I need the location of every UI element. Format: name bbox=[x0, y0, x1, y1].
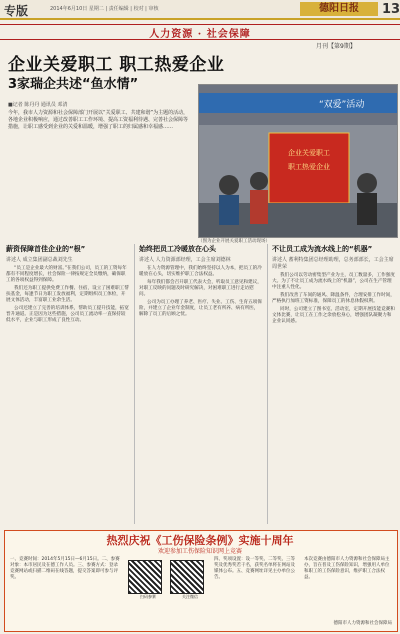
column-title: 始终把员工冷暖放在心头 bbox=[139, 245, 216, 253]
byline: ■记者 陈丹丹 通讯员 邓清 bbox=[8, 102, 68, 108]
section-title: 人力资源 · 社会保障 bbox=[149, 29, 251, 40]
column-3 bbox=[272, 244, 396, 327]
paragraph: 公司还建立了完善的培训体系，帮助员工提升技能，拓宽晋升通道。正是因为这些措施，公司员工流动率一直保持较低水平，企业与职工形成了良性互动。 bbox=[6, 306, 129, 323]
qr-code-icon[interactable] bbox=[128, 560, 162, 594]
feature-photo bbox=[198, 84, 398, 238]
column-title: 薪资保障首佳企业的“根” bbox=[6, 245, 86, 253]
column-speaker: 讲述人 成立集团副总裁刘先生 bbox=[6, 257, 73, 263]
qr-caption: 扫码参赛 bbox=[140, 594, 156, 599]
column-body bbox=[272, 273, 396, 325]
sub-headline: 3家瑞企共述“鱼水情” bbox=[8, 77, 139, 92]
photo-slogan-line1: 企业关爱职工 bbox=[288, 149, 330, 157]
photo-illustration bbox=[199, 85, 397, 237]
lead-paragraph: 今年，我市人力资源和社会保障部门开展以“关爱职工、共建和谐”为主题的活动，各地企业积极响应，通过改善职工工作环境、提高工资福利待遇、完善社会保障等措施，让职工感受到企业的关爱和温暖，增强了职工的归属感和幸福感…… bbox=[8, 110, 189, 130]
paragraph: 我们公司以劳动密集型产业为主，员工数量多，工作强度大。为了不让员工成为流水线上的“机器”，公司在生产管理中注重人性化。 bbox=[272, 273, 395, 290]
column-2 bbox=[139, 244, 263, 320]
paragraph: 我们改善了车间的通风、降温条件，合理安排工作时间，严格执行加班工资标准，保障员工的休息休假权利。 bbox=[272, 293, 395, 304]
column-body bbox=[139, 266, 263, 318]
column-body bbox=[6, 266, 130, 324]
qr-block-1[interactable] bbox=[128, 560, 168, 600]
photo-caption: （图为企业开展关爱职工活动现场） bbox=[198, 239, 270, 244]
issue-date: 2014年6月10日 星期二 | 责任编辑 | 校对 | 审核 bbox=[50, 6, 159, 12]
column-divider bbox=[267, 244, 268, 524]
paragraph: “员工是企业最大的财富。”在我们公司，员工的工资每年都有不同程度增长，社会保险一律按规定全员缴纳，确保职工的各项权益得到保障。 bbox=[6, 266, 127, 283]
paragraph: 在人力资源管理中，我们始终坚持以人为本，把员工的冷暖放在心头，切实维护职工合法权益。 bbox=[139, 266, 262, 277]
ad-text-mid: 四、奖项设置：设一等奖、二等奖、三等奖及优秀奖若干名，获奖名单将在网站及媒体公布。五、竞赛网址详见主办单位公告。 bbox=[214, 557, 295, 580]
photo-banner-text: “双爱”活动 bbox=[319, 100, 365, 110]
column-divider bbox=[134, 244, 135, 524]
photo-slogan-line2: 职工热爱企业 bbox=[288, 163, 330, 171]
section-tag: 专版 bbox=[4, 4, 29, 18]
ad-title: 热烈庆祝《工伤保险条例》实施十周年 bbox=[106, 534, 294, 547]
ad-organizer: 德阳市人力资源和社会保障局 bbox=[333, 621, 392, 626]
column-speaker: 讲述人 人力资源部经理，工会主席刘德林 bbox=[139, 257, 231, 263]
main-headline: 企业关爱职工 职工热爱企业 bbox=[8, 55, 225, 75]
paragraph: 我们还为职工提供免费工作餐、住宿，设立了困难职工帮扶基金，每逢节日为职工发放福利，定期组织员工体检，开展文体活动，丰富职工业余生活。 bbox=[6, 286, 129, 303]
column-1 bbox=[6, 244, 130, 326]
ad-text-right: 本次竞赛由德阳市人力资源和社会保障局主办，旨在普及工伤保险知识，增强用人单位和职工的工伤保险意识，维护职工合法权益。 bbox=[304, 557, 390, 580]
qr-caption: 关注微信 bbox=[182, 594, 198, 599]
issue-number: 月刊【第9期】 bbox=[316, 43, 356, 50]
column-speaker: 讲述人 蓄利特集团总经理助理，总务部部长，工会主席周世荣 bbox=[272, 257, 394, 270]
paragraph: 同时，公司建立了图书室、活动室，定期开展技能竞赛和文体比赛，让员工在工作之余放松身心，增强团队凝聚力和企业认同感。 bbox=[272, 307, 395, 324]
page-number: 13 bbox=[382, 2, 400, 17]
ad-text-left: 一、竞赛时间：2014年5月15日—6月15日。二、参赛对象：本市居民及在德工作人员。三、参赛方式：登录竞赛网站或扫描二维码在线答题，提交答案即可参与评奖。 bbox=[10, 557, 120, 580]
ad-subtitle: 欢迎参加工伤保险知识网上竞赛 bbox=[157, 548, 242, 555]
paragraph: 公司为员工办理了养老、医疗、失业、工伤、生育五项保险，并建立了企业年金制度，让员工老有所养、病有所医，解除了员工的后顾之忧。 bbox=[139, 300, 262, 317]
newspaper-logo: 德阳日报 bbox=[300, 2, 378, 16]
paragraph: 每年我们都会召开职工代表大会，听取员工意见和建议，对职工反映的问题及时研究解决，对困难职工进行走访慰问。 bbox=[139, 280, 262, 297]
qr-block-2[interactable] bbox=[170, 560, 210, 600]
column-title: 不让员工成为流水线上的“机器” bbox=[272, 245, 373, 253]
qr-code-icon[interactable] bbox=[170, 560, 204, 594]
